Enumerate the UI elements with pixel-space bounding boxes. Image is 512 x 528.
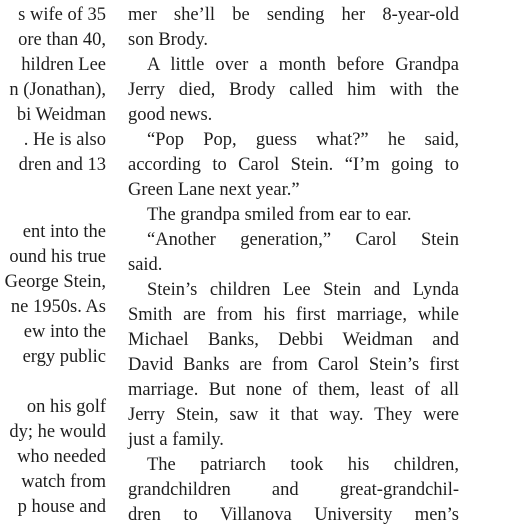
body-line: Jerry Stein, saw it that way. They were — [128, 405, 459, 425]
left-line: watch from — [21, 472, 106, 492]
body-line: marriage. But none of them, least of all — [128, 380, 459, 400]
left-line: dren and 13 — [18, 155, 106, 175]
left-line: George Stein, — [4, 272, 106, 292]
body-line: just a family. — [128, 430, 224, 450]
left-line: . He is also — [23, 130, 106, 150]
body-line: good news. — [128, 105, 213, 125]
left-line: ergy public — [22, 347, 106, 367]
left-line: ew into the — [23, 322, 106, 342]
left-line: p house and — [17, 497, 106, 517]
left-line: ound his true — [9, 247, 106, 267]
body-line: Smith are from his first marriage, while — [128, 305, 459, 325]
left-line: ore than 40, — [18, 30, 106, 50]
left-line: ent into the — [22, 222, 106, 242]
body-line: Green Lane next year.” — [128, 180, 300, 200]
left-line: dy; he would — [9, 422, 106, 442]
body-line: The patriarch took his children, — [147, 455, 459, 475]
body-line: “Another generation,” Carol Stein — [147, 230, 459, 250]
left-line: ne 1950s. As — [10, 297, 106, 317]
body-line: Jerry died, Brody called him with the — [128, 80, 459, 100]
body-line: according to Carol Stein. “I’m going to — [128, 155, 459, 175]
body-line: son Brody. — [128, 30, 208, 50]
body-line: dren to Villanova University men’s — [128, 505, 459, 525]
body-line: “Pop Pop, guess what?” he said, — [147, 130, 459, 150]
left-line: bi Weidman — [16, 105, 106, 125]
body-line: said. — [128, 255, 163, 275]
left-line: who needed — [17, 447, 106, 467]
body-line: Stein’s children Lee Stein and Lynda — [147, 280, 459, 300]
left-line: n (Jonathan), — [9, 80, 106, 100]
body-line: The grandpa smiled from ear to ear. — [147, 205, 412, 225]
body-line: grandchildren and great-grandchil- — [128, 480, 459, 500]
body-line: Michael Banks, Debbi Weidman and — [128, 330, 459, 350]
left-line: hildren Lee — [21, 55, 106, 75]
body-line: A little over a month before Grandpa — [147, 55, 459, 75]
left-line: on his golf — [26, 397, 106, 417]
body-line: mer she’ll be sending her 8-year-old — [128, 5, 459, 25]
body-line: David Banks are from Carol Stein’s first — [128, 355, 459, 375]
left-line: s wife of 35 — [18, 5, 106, 25]
